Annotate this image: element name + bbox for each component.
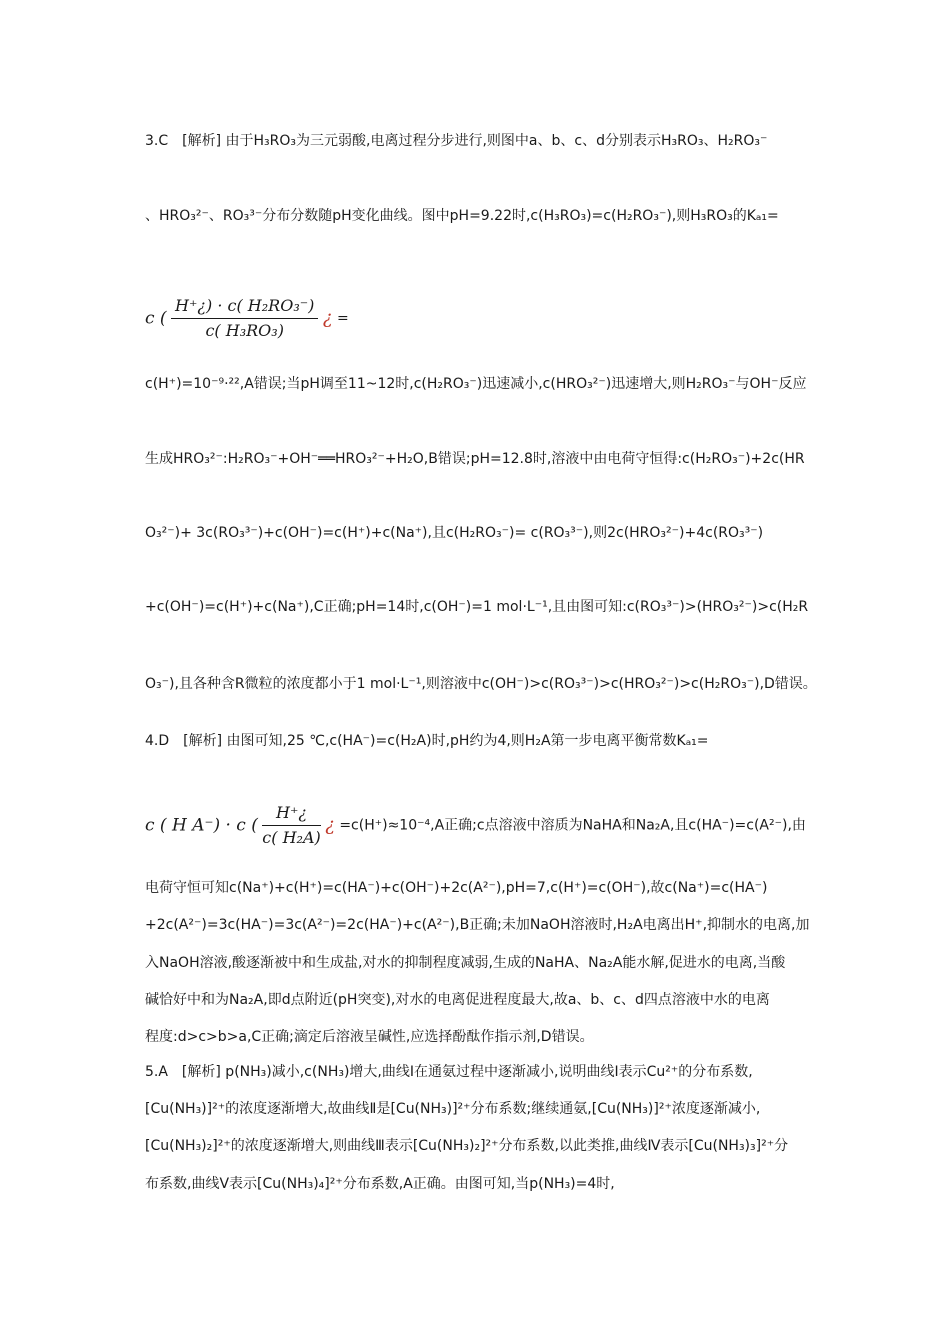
fraction-numerator: H⁺¿) · c( H₂RO₃⁻) bbox=[171, 296, 318, 319]
text-line: 入NaOH溶液,酸逐渐被中和生成盐,对水的抑制程度减弱,生成的NaHA、Na₂A能水解,促进水的电离,当酸 bbox=[145, 955, 786, 971]
text-line: 碱恰好中和为Na₂A,即d点附近(pH突变),对水的电离促进程度最大,故a、b、c、d四点溶液中水的电离 bbox=[145, 992, 770, 1008]
missing-glyph-mark: ¿ bbox=[322, 307, 333, 329]
formula-tail: =c(H⁺)≈10⁻⁴,A正确;c点溶液中溶质为NaHA和Na₂A,且c(HA⁻)=c(A²⁻),由 bbox=[339, 817, 806, 834]
text-line: O₃⁻),且各种含R微粒的浓度都小于1 mol·L⁻¹,则溶液中c(OH⁻)>c(RO₃³⁻)>c(HRO₃²⁻)>c(H₂RO₃⁻),D错误。 bbox=[145, 676, 817, 692]
text-line: +2c(A²⁻)=3c(HA⁻)=3c(A²⁻)=2c(HA⁻)+c(A²⁻),B正确;未加NaOH溶液时,H₂A电离出H⁺,抑制水的电离,加 bbox=[145, 917, 810, 933]
text-line: 、HRO₃²⁻、RO₃³⁻分布分数随pH变化曲线。图中pH=9.22时,c(H₃RO₃)=c(H₂RO₃⁻),则H₃RO₃的Kₐ₁= bbox=[145, 208, 779, 224]
formula-suffix: = bbox=[336, 310, 349, 327]
text-line: 程度:d>c>b>a,C正确;滴定后溶液呈碱性,应选择酚酞作指示剂,D错误。 bbox=[145, 1029, 594, 1045]
formula-prefix: c ( bbox=[145, 308, 167, 329]
text-line: [Cu(NH₃)]²⁺的浓度逐渐增大,故曲线Ⅱ是[Cu(NH₃)]²⁺分布系数;继续通氨,[Cu(NH₃)]²⁺浓度逐渐减小, bbox=[145, 1101, 761, 1117]
text-line: 3.C [解析] 由于H₃RO₃为三元弱酸,电离过程分步进行,则图中a、b、c、d分别表示H₃RO₃、H₂RO₃⁻ bbox=[145, 133, 768, 149]
text-line: c(H⁺)=10⁻⁹·²²,A错误;当pH调至11~12时,c(H₂RO₃⁻)迅速减小,c(HRO₃²⁻)迅速增大,则H₂RO₃⁻与OH⁻反应 bbox=[145, 376, 807, 392]
missing-glyph-mark: ¿ bbox=[325, 814, 335, 836]
text-line: 生成HRO₃²⁻:H₂RO₃⁻+OH⁻══HRO₃²⁻+H₂O,B错误;pH=12.8时,溶液中由电荷守恒得:c(H₂RO₃⁻)+2c(HR bbox=[145, 451, 805, 467]
text-line: 电荷守恒可知c(Na⁺)+c(H⁺)=c(HA⁻)+c(OH⁻)+2c(A²⁻),pH=7,c(H⁺)=c(OH⁻),故c(Na⁺)=c(HA⁻) bbox=[145, 880, 768, 896]
text-line: +c(OH⁻)=c(H⁺)+c(Na⁺),C正确;pH=14时,c(OH⁻)=1 mol·L⁻¹,且由图可知:c(RO₃³⁻)>(HRO₃²⁻)>c(H₂R bbox=[145, 599, 809, 615]
fraction-numerator: H⁺¿ bbox=[262, 803, 320, 826]
formula-ka1-h2a bbox=[145, 803, 806, 848]
text-line: [Cu(NH₃)₂]²⁺的浓度逐渐增大,则曲线Ⅲ表示[Cu(NH₃)₂]²⁺分布系数,以此类推,曲线Ⅳ表示[Cu(NH₃)₃]²⁺分 bbox=[145, 1138, 789, 1154]
fraction-denominator: c( H₂A) bbox=[262, 828, 321, 847]
fraction bbox=[171, 296, 318, 341]
formula-prefix: c ( H A⁻) · c ( bbox=[145, 815, 258, 836]
formula-ka1-h3ro3 bbox=[145, 296, 800, 341]
text-line: 4.D [解析] 由图可知,25 ℃,c(HA⁻)=c(H₂A)时,pH约为4,则H₂A第一步电离平衡常数Kₐ₁= bbox=[145, 733, 709, 749]
text-line: 5.A [解析] p(NH₃)减小,c(NH₃)增大,曲线Ⅰ在通氨过程中逐渐减小,说明曲线Ⅰ表示Cu²⁺的分布系数, bbox=[145, 1064, 753, 1080]
fraction-denominator: c( H₃RO₃) bbox=[205, 321, 284, 340]
text-line: O₃²⁻)+ 3c(RO₃³⁻)+c(OH⁻)=c(H⁺)+c(Na⁺),且c(H₂RO₃⁻)= c(RO₃³⁻),则2c(HRO₃²⁻)+4c(RO₃³⁻) bbox=[145, 525, 764, 541]
text-line: 布系数,曲线Ⅴ表示[Cu(NH₃)₄]²⁺分布系数,A正确。由图可知,当p(NH₃)=4时, bbox=[145, 1176, 615, 1192]
fraction bbox=[262, 803, 320, 848]
